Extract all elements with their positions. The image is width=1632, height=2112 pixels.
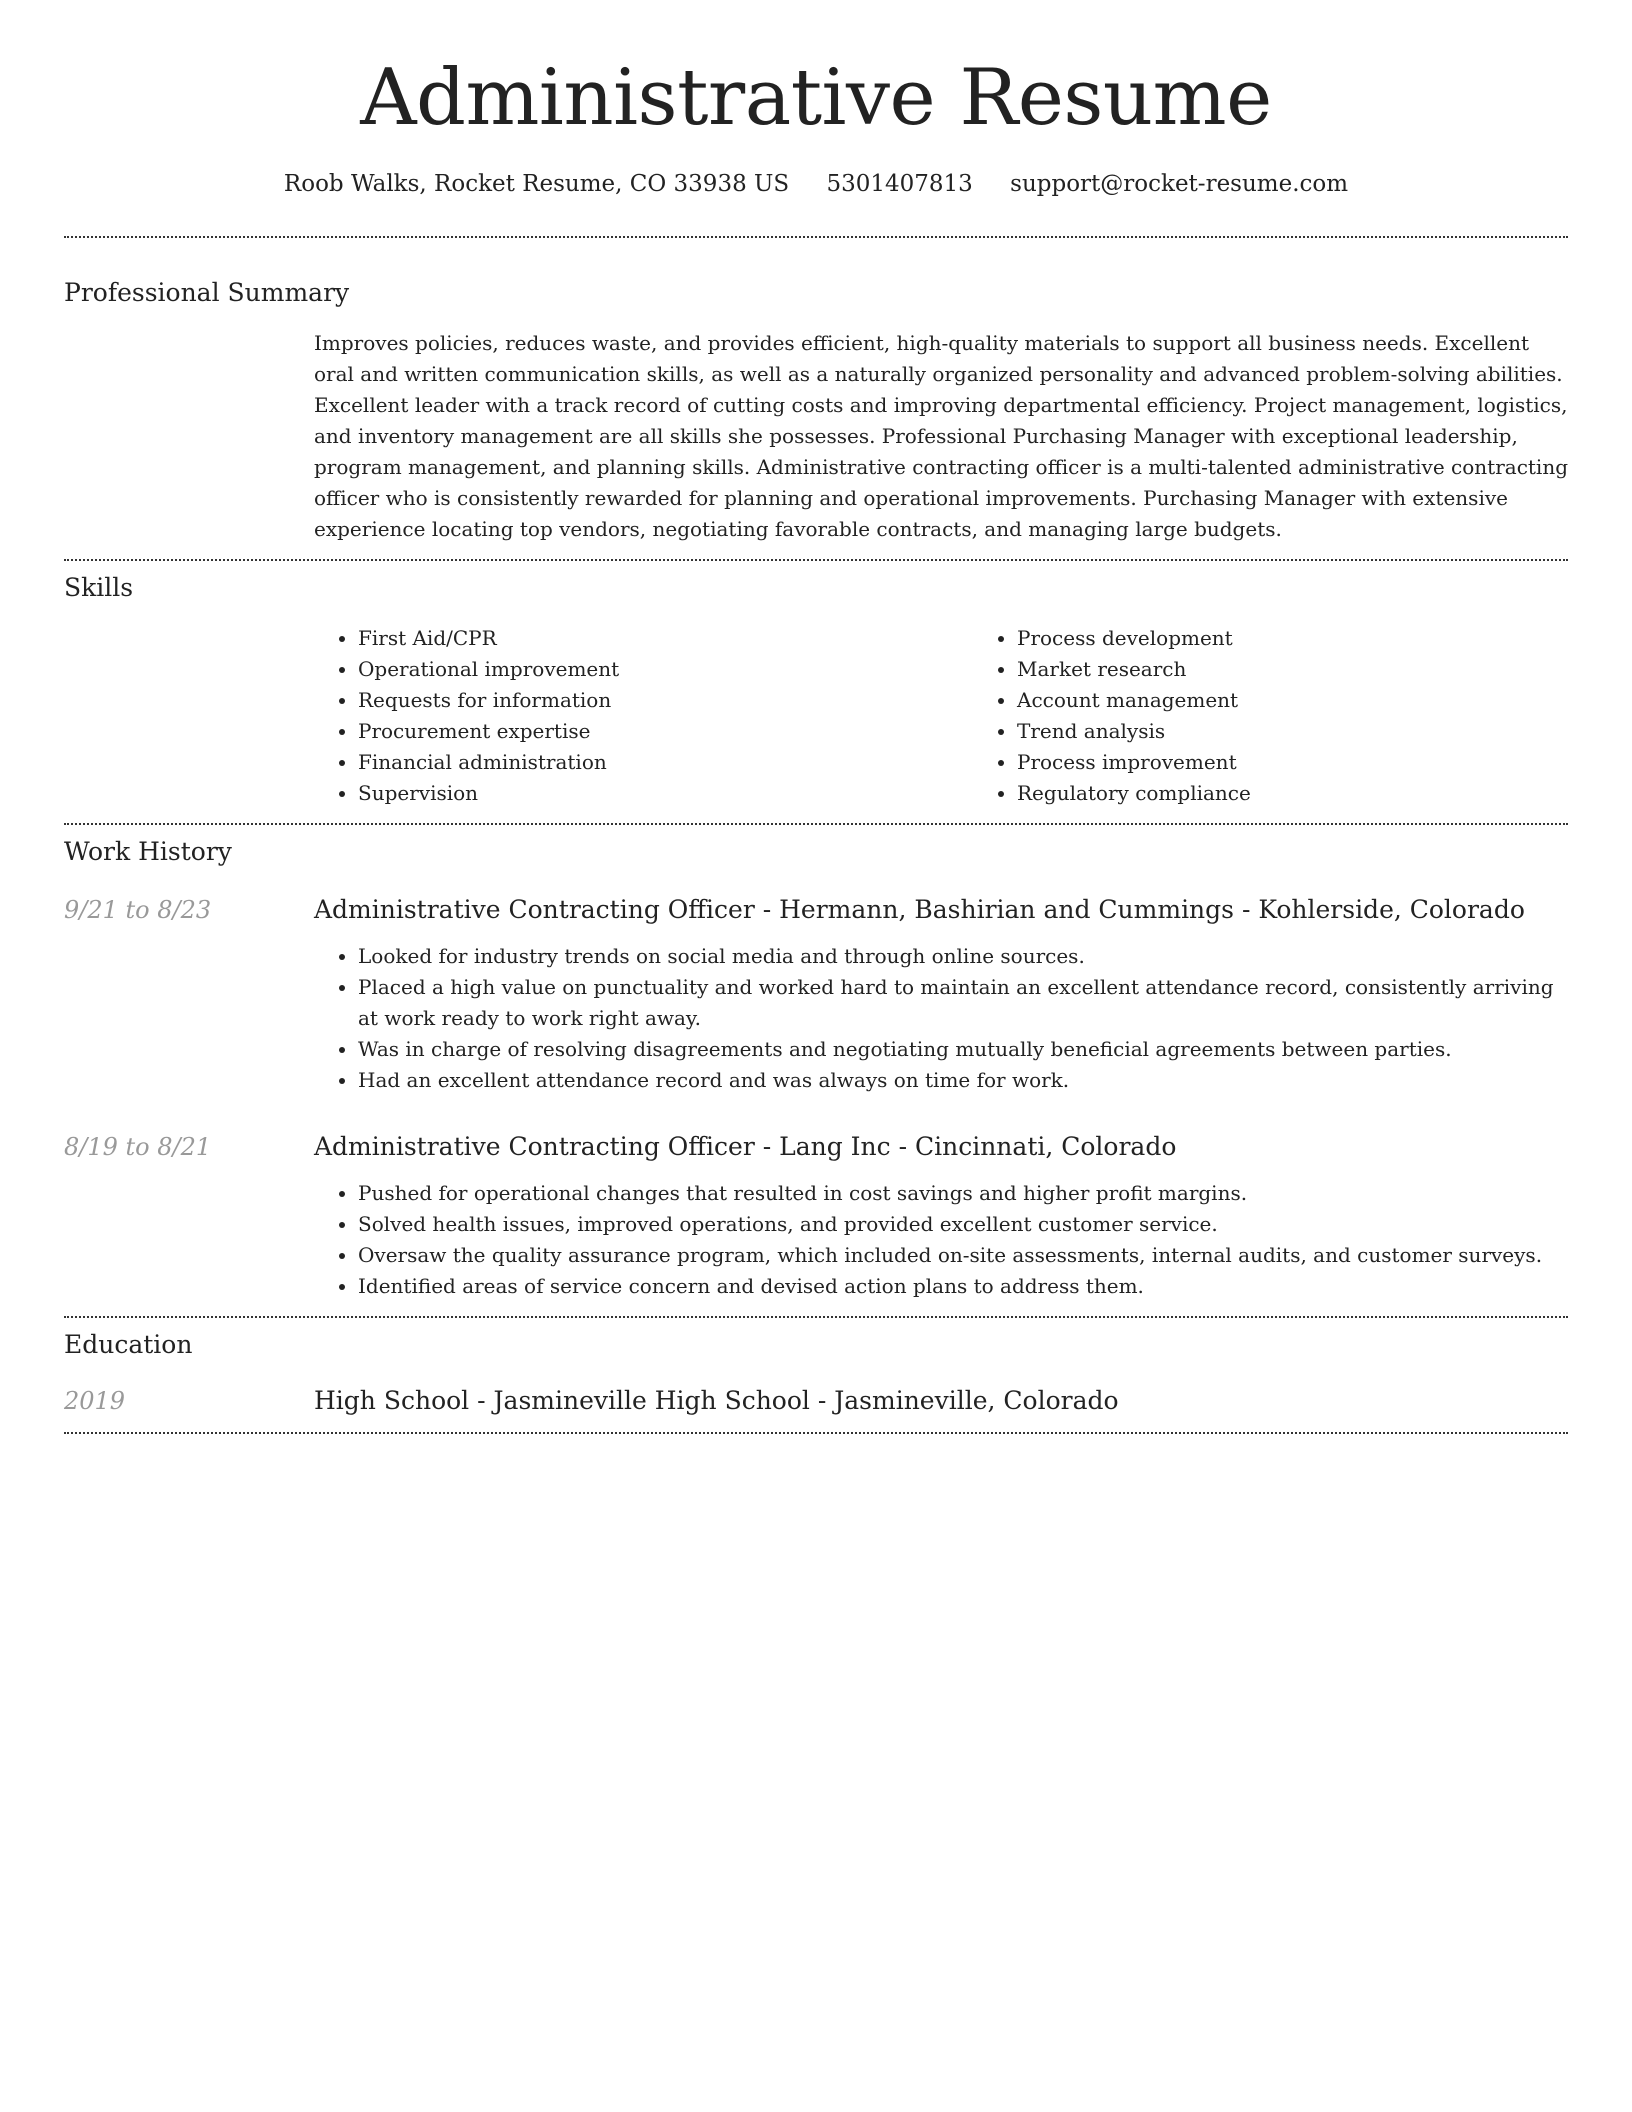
list-item: • Procurement expertise bbox=[358, 716, 973, 747]
job-bullets bbox=[314, 941, 1568, 1096]
list-item: • Solved health issues, improved operations, and provided excellent customer service. bbox=[358, 1209, 1568, 1240]
education-heading: Education bbox=[64, 1330, 193, 1359]
list-item: • First Aid/CPR bbox=[358, 623, 973, 654]
summary-heading: Professional Summary bbox=[64, 278, 350, 307]
work-section bbox=[64, 825, 1568, 1302]
job-title: Administrative Contracting Officer - Hermann, Bashirian and Cummings - Kohlerside, Colorado bbox=[314, 895, 1525, 924]
contact-line bbox=[64, 168, 1568, 200]
list-item: • Placed a high value on punctuality and worked hard to maintain an excellent attendance record, consistently arriving at work ready to work right away. bbox=[358, 972, 1568, 1034]
job-bullets bbox=[314, 1178, 1568, 1302]
job-dates: 9/21 to 8/23 bbox=[64, 896, 212, 924]
divider bbox=[64, 1432, 1568, 1434]
list-item: • Trend analysis bbox=[1017, 716, 1632, 747]
job-dates: 8/19 to 8/21 bbox=[64, 1133, 212, 1161]
job-title: Administrative Contracting Officer - Lang Inc - Cincinnati, Colorado bbox=[314, 1132, 1177, 1161]
list-item: • Oversaw the quality assurance program, which included on-site assessments, internal audits, and customer surveys. bbox=[358, 1240, 1568, 1271]
education-section bbox=[64, 1318, 1568, 1418]
list-item: • Regulatory compliance bbox=[1017, 778, 1632, 809]
list-item: • Supervision bbox=[358, 778, 973, 809]
list-item: • Market research bbox=[1017, 654, 1632, 685]
work-heading: Work History bbox=[64, 837, 232, 866]
contact-phone: 5301407813 bbox=[826, 171, 973, 197]
list-item: • Pushed for operational changes that resulted in cost savings and higher profit margins. bbox=[358, 1178, 1568, 1209]
resume-title: Administrative Resume bbox=[360, 53, 1272, 143]
skills-heading: Skills bbox=[64, 573, 134, 602]
resume-page bbox=[64, 0, 1568, 1434]
list-item: • Account management bbox=[1017, 685, 1632, 716]
education-year: 2019 bbox=[64, 1387, 126, 1415]
list-item: • Looked for industry trends on social media and through online sources. bbox=[358, 941, 1568, 972]
list-item: • Was in charge of resolving disagreements and negotiating mutually beneficial agreements between parties. bbox=[358, 1034, 1568, 1065]
contact-address: Roob Walks, Rocket Resume, CO 33938 US bbox=[283, 171, 790, 197]
list-item: • Process improvement bbox=[1017, 747, 1632, 778]
summary-section bbox=[64, 238, 1568, 545]
education-entry bbox=[64, 1384, 1568, 1418]
skills-list-right bbox=[973, 623, 1632, 809]
list-item: • Requests for information bbox=[358, 685, 973, 716]
list-item: • Identified areas of service concern and devised action plans to address them. bbox=[358, 1271, 1568, 1302]
list-item: • Financial administration bbox=[358, 747, 973, 778]
summary-text: Improves policies, reduces waste, and provides efficient, high-quality materials to support all business needs. Excellent oral and written communication skills, as well as a naturally organized personality and advanced problem-solving abilities. Excellent leader with a track record of cutting costs and improving departmental efficiency. Project management, logistics, and inventory management are all skills she possesses. Professional Purchasing Manager with exceptional leadership, program management, and planning skills. Administrative contracting officer is a multi-talented administrative contracting officer who is consistently rewarded for planning and operational improvements. Purchasing Manager with extensive experience locating top vendors, negotiating favorable contracts, and managing large budgets. bbox=[314, 331, 1569, 541]
skills-list-left bbox=[314, 623, 973, 809]
list-item: • Process development bbox=[1017, 623, 1632, 654]
skills-section bbox=[64, 561, 1568, 809]
job-entry bbox=[64, 1130, 1568, 1302]
list-item: • Had an excellent attendance record and was always on time for work. bbox=[358, 1065, 1568, 1096]
education-title: High School - Jasmineville High School - Jasmineville, Colorado bbox=[314, 1386, 1119, 1415]
job-entry bbox=[64, 893, 1568, 1096]
list-item: • Operational improvement bbox=[358, 654, 973, 685]
contact-email: support@rocket-resume.com bbox=[1010, 171, 1349, 197]
